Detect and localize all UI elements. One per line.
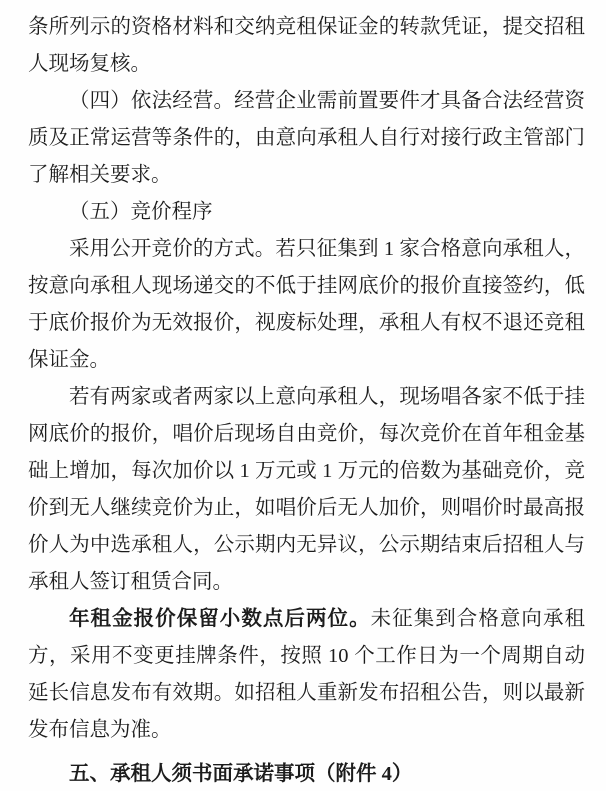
paragraph-text: 若有两家或者两家以上意向承租人，现场唱各家不低于挂网底价的报价，唱价后现场自由竞价，每次竞价在首年租金基础上增加，每次加价以 1 万元或 1 万元的倍数为基础竞价，竞价到无人继续竞价为止，如唱价后无人加价，则唱价时最高报价人为中选承租人，公示期内无异议，公示期结束后招租人与承租人签订租赁合同。 xyxy=(28,386,585,593)
paragraph-text: 采用公开竞价的方式。若只征集到 1 家合格意向承租人，按意向承租人现场递交的不低于挂网底价的报价直接签约，低于底价报价为无效报价，视废标处理，承租人有权不退还竞租保证金。 xyxy=(28,238,585,371)
paragraph-annual-rent-quote xyxy=(28,601,585,749)
section-heading-tenant-written-commitments: 五、承租人须书面承诺事项（附件 4） xyxy=(69,763,413,785)
paragraph-bold-lead-text: 年租金报价保留小数点后两位。 xyxy=(69,608,371,630)
paragraph-item-4-lawful-operation xyxy=(28,83,585,194)
paragraph-continuation xyxy=(28,9,585,83)
paragraph-text: 条所列示的资格材料和交纳竞租保证金的转款凭证，提交招租人现场复核。 xyxy=(28,16,585,75)
paragraph-open-bidding-single-tenant xyxy=(28,231,585,379)
paragraph-multiple-tenants-bidding xyxy=(28,379,585,601)
paragraph-text: 未征集到合格意向承租方，采用不变更挂牌条件，按照 10 个工作日为一个周期自动延长信息发布有效期。如招租人重新发布招租公告，则以最新发布信息为准。 xyxy=(28,608,586,741)
paragraph-text: （四）依法经营。经营企业需前置要件才具备合法经营资质及正常运营等条件的，由意向承租人自行对接行政主管部门了解相关要求。 xyxy=(28,90,585,186)
paragraph-item-5-bidding-procedure-title xyxy=(28,194,585,231)
paragraph-text: （五）竞价程序 xyxy=(69,201,213,223)
